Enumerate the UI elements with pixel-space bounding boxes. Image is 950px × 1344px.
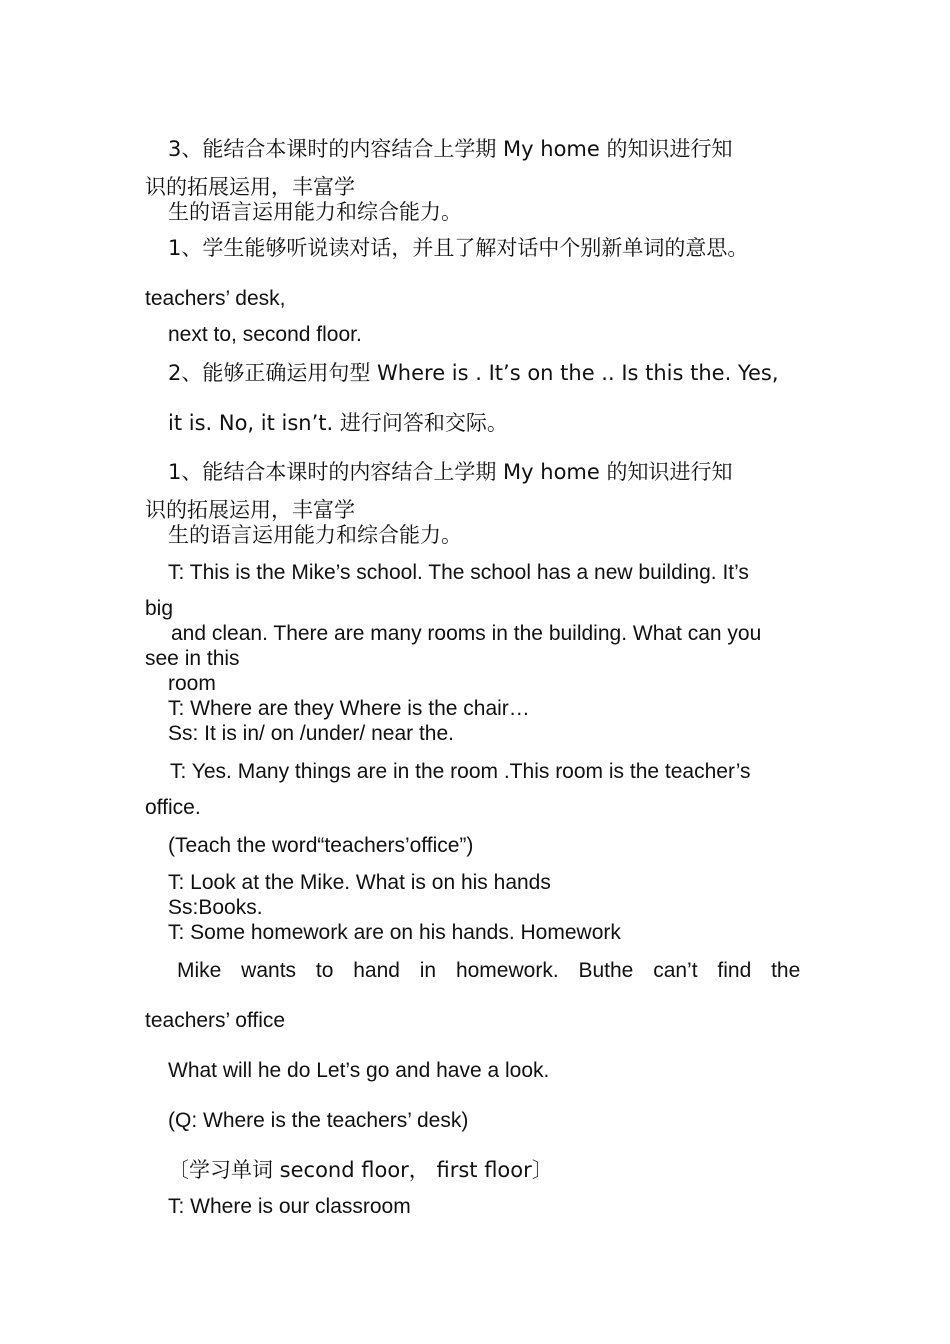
text-line: it is. No, it isn’t. 进行问答和交际。 bbox=[168, 411, 508, 435]
text-line: see in this bbox=[145, 647, 240, 670]
text-line: T: Look at the Mike. What is on his hands bbox=[168, 871, 551, 894]
text-line: 识的拓展运用，丰富学 bbox=[145, 498, 355, 522]
text-line: (Q: Where is the teachers’ desk) bbox=[168, 1109, 469, 1132]
text-line: T: Where is our classroom bbox=[168, 1195, 411, 1218]
text-line: big bbox=[145, 597, 174, 620]
text-line: and clean. There are many rooms in the building. What can you bbox=[171, 622, 762, 645]
text-line: Ss:Books. bbox=[168, 896, 263, 919]
text-line: T: Yes. Many things are in the room .This room is the teacher’s bbox=[170, 760, 751, 783]
text-line: Ss: It is in/ on /under/ near the. bbox=[168, 722, 454, 745]
text-line: room bbox=[168, 672, 216, 695]
text-line: 生的语言运用能力和综合能力。 bbox=[168, 523, 462, 547]
text-line: 生的语言运用能力和综合能力。 bbox=[168, 200, 462, 224]
text-line: Mike wants to hand in homework. Buthe can’t find the bbox=[177, 959, 801, 982]
text-line: T: This is the Mike’s school. The school has a new building. It’s bbox=[168, 561, 749, 584]
text-line: T: Some homework are on his hands. Homework bbox=[168, 921, 621, 944]
text-line: What will he do Let’s go and have a look. bbox=[168, 1059, 550, 1082]
text-line: teachers’ office bbox=[145, 1009, 286, 1032]
text-line: next to, second floor. bbox=[168, 323, 362, 346]
text-line: 2、能够正确运用句型 Where is . It’s on the .. Is this the. Yes, bbox=[168, 361, 779, 385]
text-line: 1、学生能够听说读对话，并且了解对话中个别新单词的意思。 bbox=[168, 236, 749, 260]
text-line: (Teach the word“teachers’office”) bbox=[168, 834, 474, 857]
text-line: 3、能结合本课时的内容结合上学期 My home 的知识进行知 bbox=[168, 137, 733, 161]
text-line: 1、能结合本课时的内容结合上学期 My home 的知识进行知 bbox=[168, 460, 733, 484]
text-line: office. bbox=[145, 796, 201, 819]
text-line: 识的拓展运用，丰富学 bbox=[145, 175, 355, 199]
text-line: T: Where are they Where is the chair… bbox=[168, 697, 530, 720]
text-line: 〔学习单词 second floor， first floor〕 bbox=[168, 1158, 553, 1182]
text-line: teachers’ desk, bbox=[145, 287, 286, 310]
